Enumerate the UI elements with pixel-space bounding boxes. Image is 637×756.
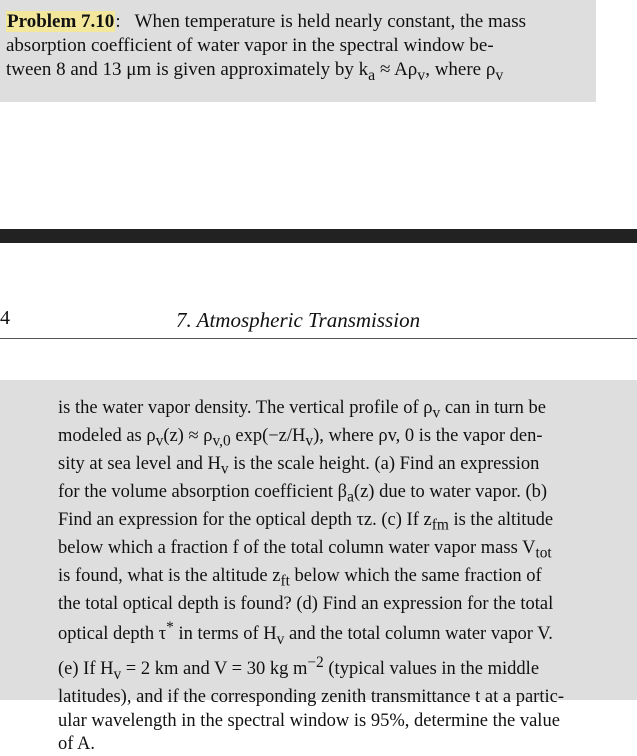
problem-label: Problem 7.10 (7, 11, 115, 32)
chapter-title: 7. Atmospheric Transmission (176, 308, 421, 332)
header-rule (0, 338, 637, 339)
problem-body-text: is the water vapor density. The vertical profile of $\rho_v$ can in turn be modeled as $\rho_v(z) \approx \rho_{v,0}$ $\exp(-z/H_v)$, where ρv, 0 is the vapor den- sity at sea level and $H_v$ is the scale height. (a) Find an expression for the volume absorption coefficient $\beta_a(z)$ due to water vapor. (b) Find an expression for the optical depth τz. (c) If $z_{fm}$ is the altitude below which a fraction f of the total column water vapor mass $V_{tot}$ is found, what is the altitude $z_{ft}$ below which the same fraction of the total optical depth is found? (d) Find an expression for the total optical depth τ* in terms of $H_v$ and the total column water vapor V. (e) If $H_v = 2$ km and V = 30 kg $m^{-2}$ (typical values in the middle latitudes), and if the corresponding zenith transmittance t at a partic- ular wavelength in the spectral window is 95%, determine the value of A. (58, 398, 564, 755)
page-number: 4 (0, 307, 10, 329)
problem-statement-top (0, 0, 596, 102)
problem-intro-text: Problem 7.10: When temperature is held nearly constant, the mass absorption coefficient of water vapor in the spectral window be- tween 8 and 13 μm is given approximately by $k_a \approx A\rho_v$, where $\rho_v$ (6, 11, 526, 84)
page-divider-bar (0, 229, 637, 243)
